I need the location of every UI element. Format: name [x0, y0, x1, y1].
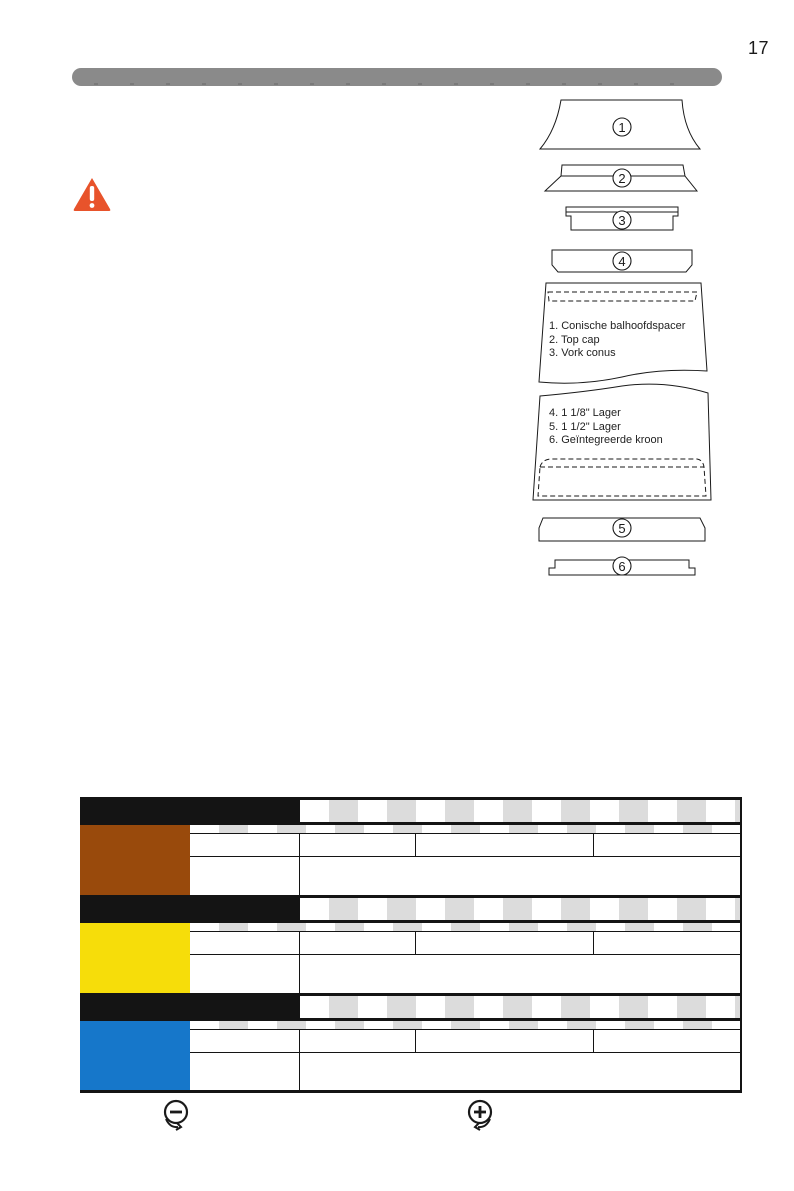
table-header [80, 993, 742, 1021]
warning-triangle-icon [72, 176, 112, 212]
legend-item: 3. Vork conus [549, 347, 616, 359]
table-body [190, 1021, 742, 1091]
color-swatch-yellow [80, 923, 190, 993]
table-header [80, 797, 742, 825]
callout-4: 4 [618, 254, 626, 269]
page-number: 17 [748, 38, 770, 58]
header-bar [72, 68, 722, 86]
legend-item: 2. Top cap [549, 333, 600, 346]
table-blue [80, 993, 742, 1091]
callout-3: 3 [618, 213, 626, 228]
table-yellow [80, 895, 742, 993]
callout-1: 1 [618, 120, 626, 135]
color-swatch-blue [80, 1021, 190, 1091]
table-body [190, 923, 742, 993]
legend-item: 5. 1 1/2" Lager [549, 420, 621, 433]
callout-5: 5 [618, 521, 626, 536]
torque-tables [80, 797, 742, 1091]
rotate-plus-icon [466, 1098, 494, 1132]
color-swatch-brown [80, 825, 190, 895]
table-brown [80, 797, 742, 895]
legend-item: 1. Conische balhoofdspacer [549, 320, 686, 332]
callout-6: 6 [618, 559, 626, 574]
callout-2: 2 [618, 171, 626, 186]
parts-legend-top [549, 320, 685, 361]
parts-legend-bottom [549, 407, 663, 448]
legend-item: 6. Geïntegreerde kroon [549, 434, 663, 446]
table-body [190, 825, 742, 895]
legend-item: 4. 1 1/8" Lager [549, 407, 621, 419]
rotate-minus-icon [162, 1098, 190, 1132]
table-header [80, 895, 742, 923]
